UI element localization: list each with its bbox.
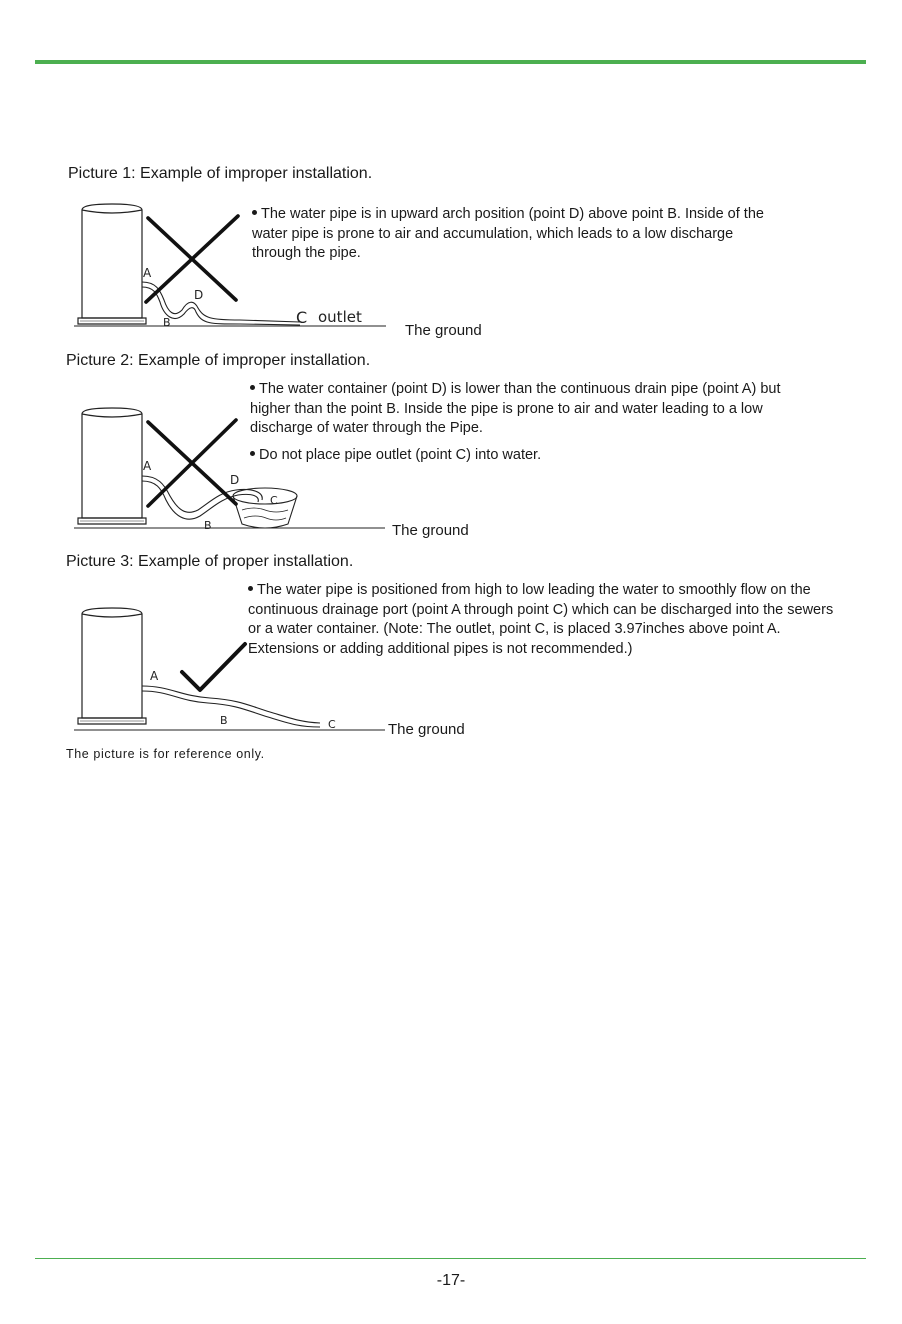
point-a-label: A: [150, 669, 159, 683]
checkmark-icon: [182, 644, 245, 690]
picture1-diagram: [60, 200, 400, 335]
drain-pipe: [142, 476, 262, 519]
page-number: -17-: [436, 1272, 466, 1289]
point-c-label: C: [328, 718, 336, 731]
picture2-bullet: The water container (point D) is lower than the continuous drain pipe (point A) but higher than the point B. Inside the pipe is prone to air and water leading to a low discharge of water through the Pipe.: [250, 381, 781, 436]
bottom-rule: [35, 1258, 866, 1259]
dehumidifier-unit: [78, 408, 146, 524]
point-c-label: C: [296, 308, 308, 327]
picture1-ground-label: The ground: [405, 322, 482, 339]
point-d-label: D: [194, 288, 204, 302]
drain-pipe: [142, 686, 320, 727]
picture2-diagram: [60, 400, 400, 535]
cross-icon: [148, 420, 236, 506]
cross-icon: [146, 216, 238, 302]
picture3-diagram: [60, 600, 400, 735]
point-c-label: C: [270, 494, 278, 507]
point-b-label: B: [163, 316, 171, 329]
picture1-heading: Picture 1: Example of improper installation.: [68, 165, 373, 182]
picture3-ground-label: The ground: [388, 721, 465, 738]
picture2-ground-label: The ground: [392, 522, 469, 539]
dehumidifier-unit: [78, 608, 146, 724]
point-b-label: B: [220, 714, 228, 727]
picture3-bullet: The water pipe is positioned from high to low leading the water to smoothly flow on the continuous drainage port (point A through point C) which can be discharged into the sewers or a water container. (Note: The outlet, point C, is placed 3.97inches above point A. Extensions or adding additional pipes is not recommended.): [248, 582, 834, 657]
outlet-label: outlet: [318, 308, 362, 326]
dehumidifier-unit: [78, 204, 146, 324]
picture2-bullet: Do not place pipe outlet (point C) into water.: [250, 446, 810, 466]
picture2-heading: Picture 2: Example of improper installation.: [66, 352, 371, 369]
picture1-bullet: The water pipe is in upward arch position (point D) above point B. Inside of the water pipe is prone to air and accumulation, which leads to a low discharge through the pipe.: [252, 206, 764, 261]
point-b-label: B: [204, 519, 212, 532]
reference-note: The picture is for reference only.: [66, 747, 265, 761]
top-rule: [35, 60, 866, 64]
point-d-label: D: [230, 473, 240, 487]
point-a-label: A: [143, 266, 152, 280]
point-a-label: A: [143, 459, 152, 473]
picture3-heading: Picture 3: Example of proper installation.: [66, 553, 354, 570]
